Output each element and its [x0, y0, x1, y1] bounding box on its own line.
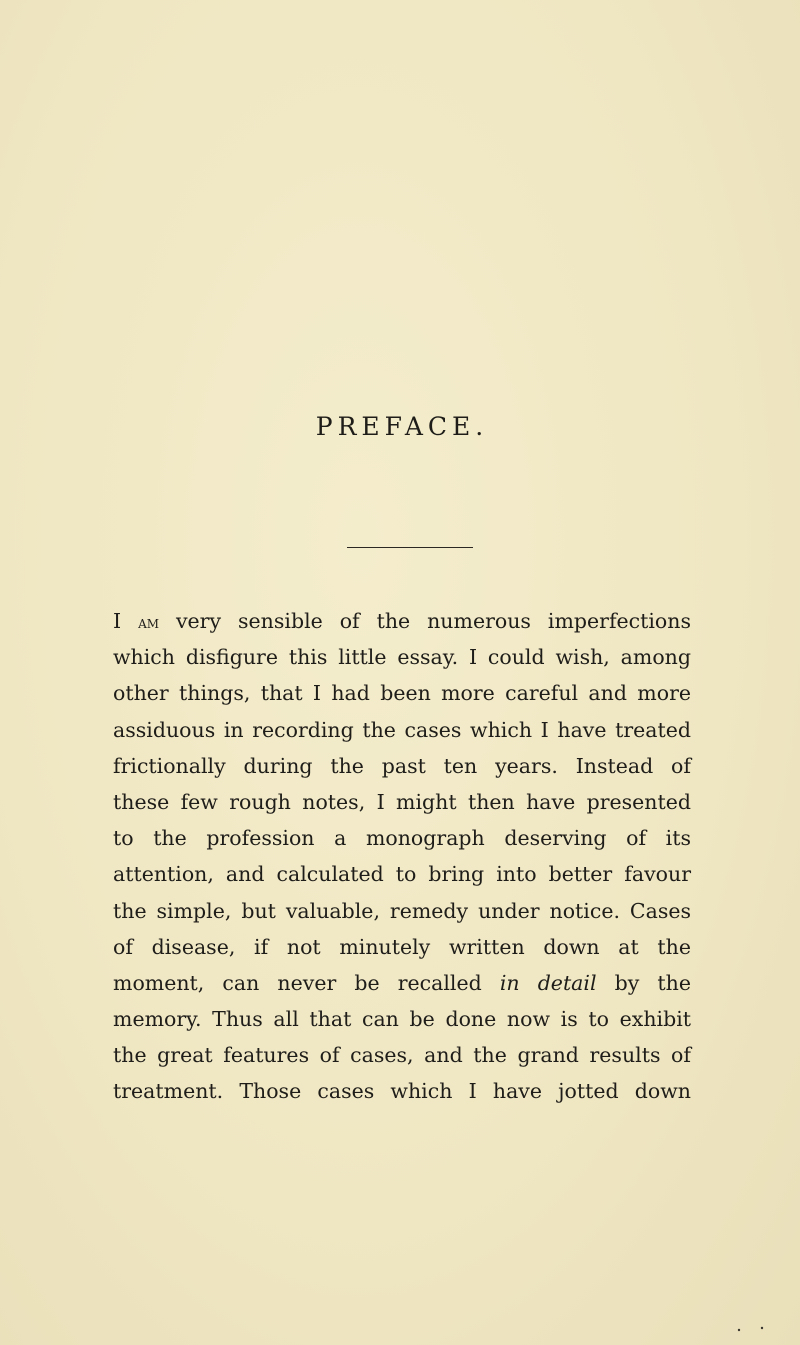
text-line: the simple, but valuable, remedy under notice. Cases	[113, 898, 691, 923]
text-line: I am very sensible of the numerous imperfections	[113, 609, 692, 633]
text-line: to the profession a monograph deserving of its	[113, 826, 691, 851]
preface-body	[113, 603, 691, 1110]
title-divider	[347, 547, 473, 548]
ink-specks	[735, 1325, 765, 1333]
text-line: these few rough notes, I might then have presented	[113, 789, 691, 814]
text-line: the great features of cases, and the grand results of	[113, 1043, 691, 1068]
text-line: memory. Thus all that can be done now is to exhibit	[113, 1007, 691, 1032]
text-line: other things, that I had been more careful and more	[113, 681, 691, 706]
text-line: attention, and calculated to bring into better favour	[113, 862, 691, 887]
text-line: assiduous in recording the cases which I have treated	[113, 717, 691, 742]
text-line: moment, can never be recalled in detail by the	[113, 970, 691, 995]
text-line: which disfigure this little essay. I could wish, among	[113, 645, 691, 670]
text-line: frictionally during the past ten years. Instead of	[113, 753, 691, 778]
page-title: PREFACE.	[315, 412, 489, 441]
text-line: treatment. Those cases which I have jotted down	[113, 1079, 691, 1104]
text-line: of disease, if not minutely written down at the	[113, 934, 691, 959]
